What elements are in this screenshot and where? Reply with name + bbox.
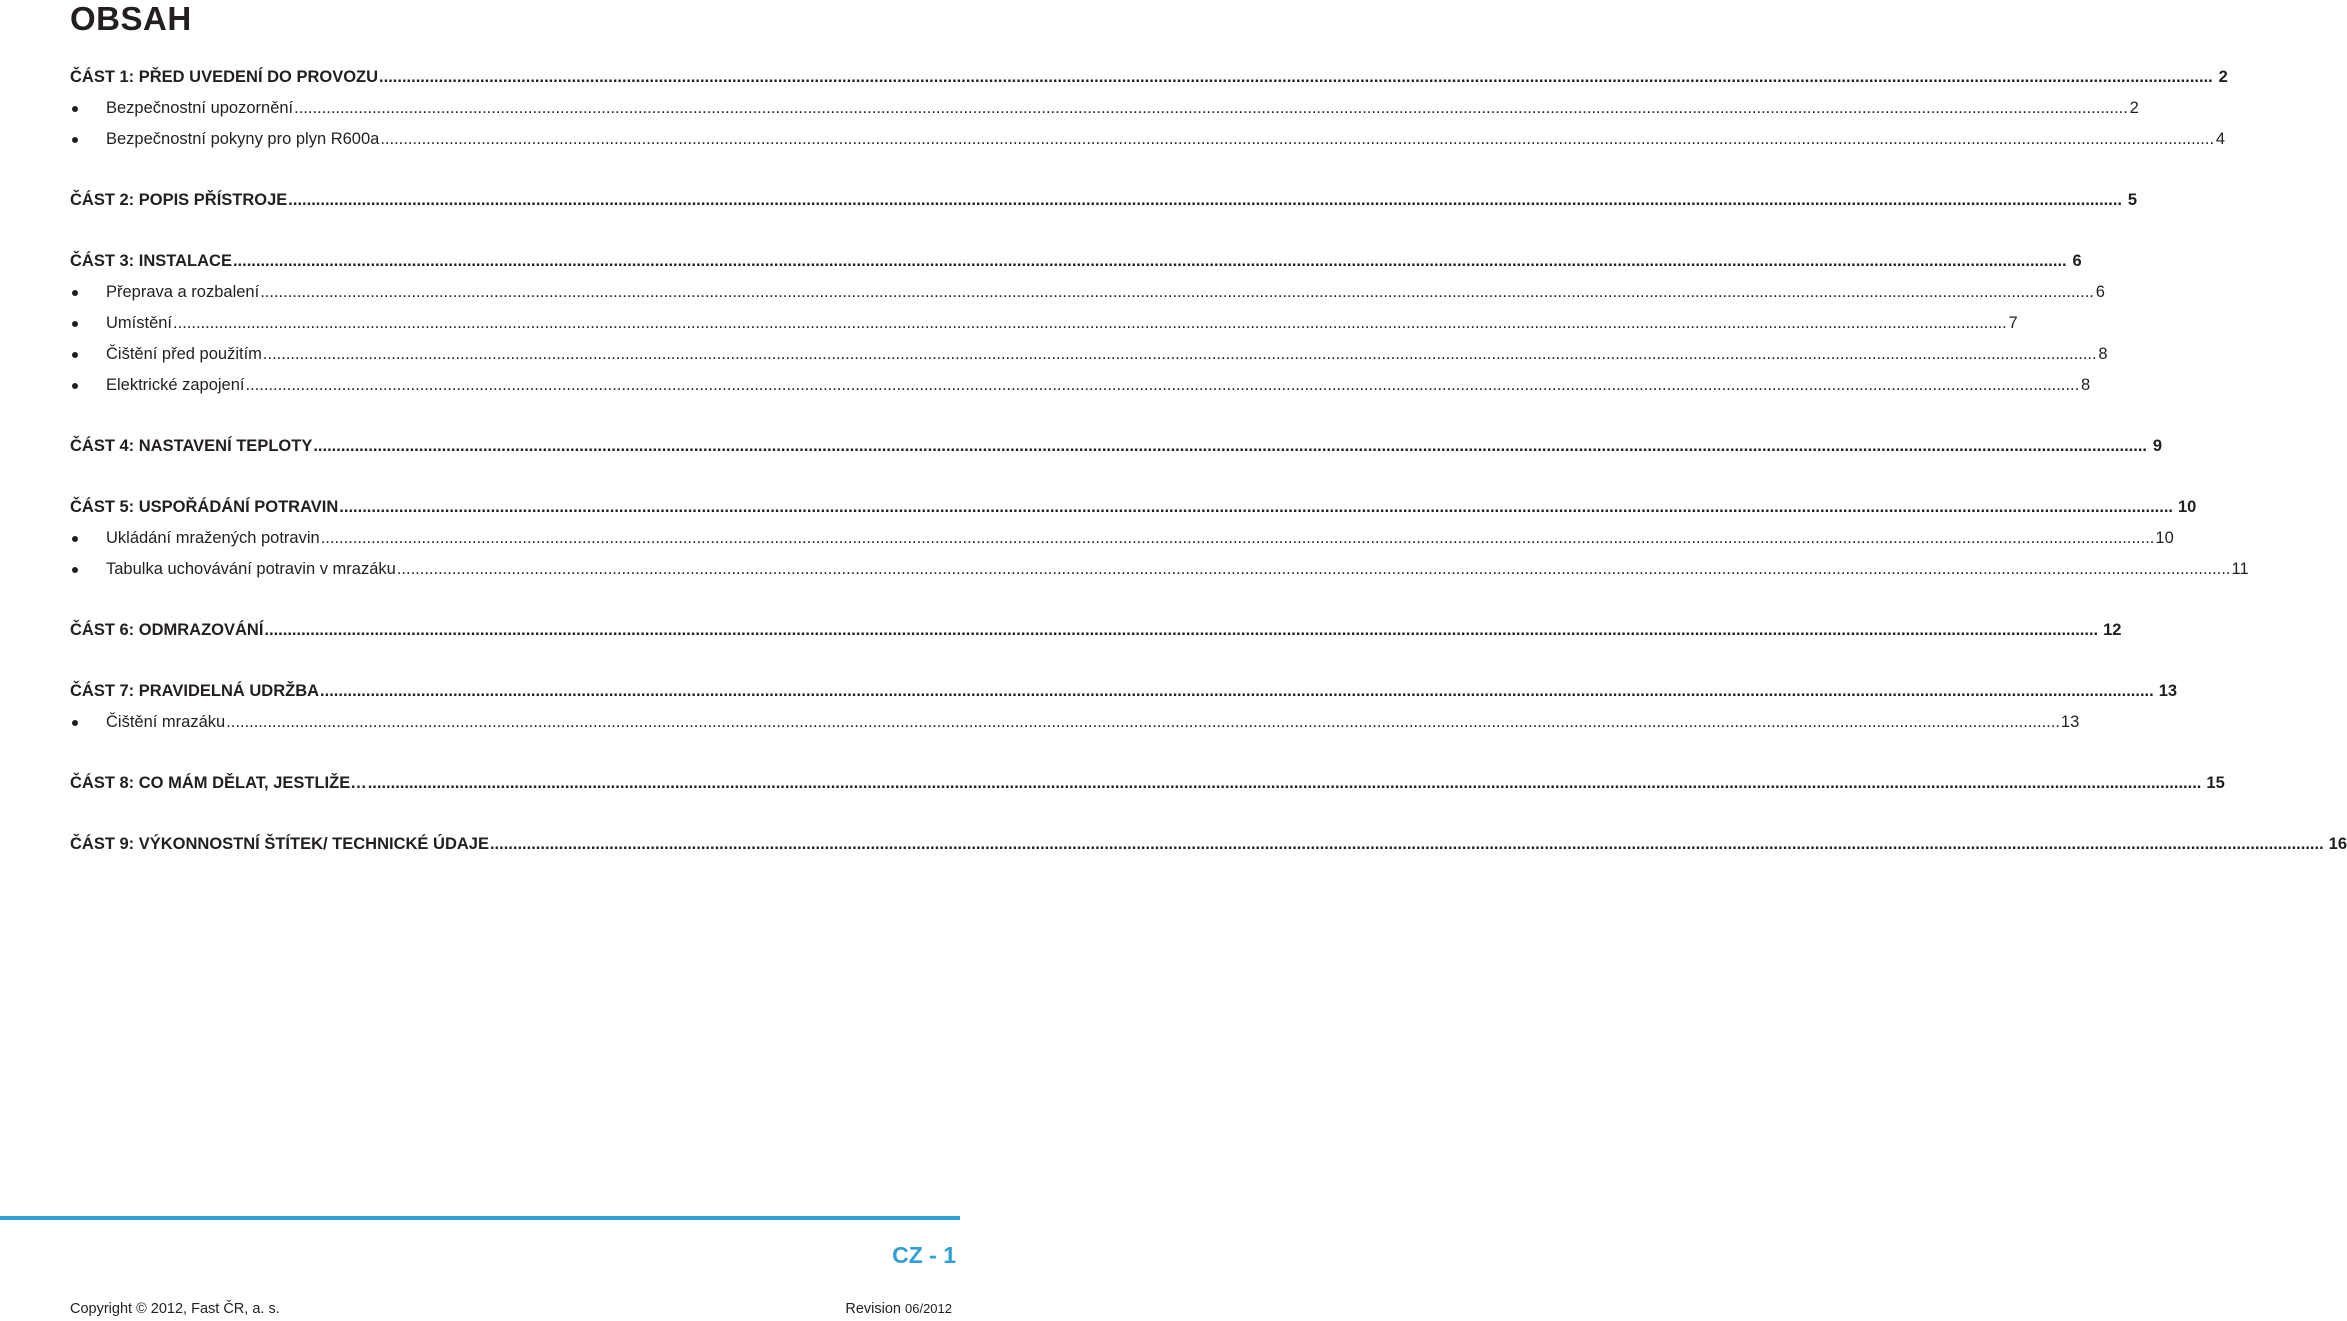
toc-page-number: 12: [2103, 621, 2122, 639]
toc-page-number: 11: [2231, 560, 2249, 578]
toc-label: ČÁST 3: INSTALACE: [70, 252, 232, 270]
toc-item[interactable]: [70, 124, 2226, 155]
bullet-icon: [72, 321, 78, 327]
toc-section[interactable]: [70, 431, 2163, 462]
dot-leader: ................................................................................................................................................................................................................................................................................................................................................................................................................: [260, 283, 2094, 301]
dot-leader: ................................................................................................................................................................................................................................................................................................................................................................................................................: [294, 99, 2128, 117]
toc-label: ČÁST 4: NASTAVENÍ TEPLOTY: [70, 437, 313, 455]
toc-page-number: 5: [2127, 191, 2137, 209]
toc-item[interactable]: [70, 554, 2249, 585]
dot-leader: ................................................................................................................................................................................................................................................................................................................................................................................................................: [245, 376, 2080, 394]
page-title: OBSAH: [70, 0, 192, 37]
toc-page-number: 6: [2095, 283, 2105, 301]
dot-leader: ................................................................................................................................................................................................................................................................................................................................................................................................................: [380, 130, 2215, 148]
toc-page-number: 2: [2129, 99, 2139, 117]
toc-label: ČÁST 7: PRAVIDELNÁ UDRŽBA: [70, 682, 320, 700]
bullet-icon: [72, 290, 78, 296]
toc-page-number: 4: [2215, 130, 2226, 148]
dot-leader: ................................................................................................................................................................................................................................................................................................................................................................................................................: [262, 345, 2097, 363]
toc-label: Bezpečnostní pokyny pro plyn R600a: [106, 130, 380, 148]
toc-label: Čištění před použitím: [106, 345, 262, 363]
bullet-icon: [72, 383, 78, 389]
toc-label: Elektrické zapojení: [106, 376, 245, 394]
toc-page-number: 6: [2072, 252, 2082, 270]
revision-info: [845, 1301, 952, 1317]
toc-item[interactable]: [70, 707, 2080, 738]
toc-label: Přeprava a rozbalení: [106, 283, 260, 301]
page-number: CZ - 1: [892, 1242, 956, 1268]
footer-divider: [0, 1216, 960, 1220]
table-of-contents: [70, 62, 2347, 860]
toc-page-number: 7: [2008, 314, 2018, 332]
toc-item[interactable]: [70, 339, 2108, 370]
toc-label: Čištění mrazáku: [106, 713, 226, 731]
toc-label: ČÁST 6: ODMRAZOVÁNÍ: [70, 621, 264, 639]
bullet-icon: [72, 137, 78, 143]
toc-section[interactable]: [70, 768, 2225, 799]
dot-leader: ................................................................................................................................................................................................................................................................................................................................................................................................................: [173, 314, 2007, 332]
bullet-icon: [72, 106, 78, 112]
toc-page-number: 8: [2098, 345, 2108, 363]
dot-leader: ................................................................................................................................................................................................................................................................................................................................................................................................................: [232, 252, 2067, 270]
toc-page-number: 10: [2178, 498, 2197, 516]
toc-page-number: 2: [2218, 68, 2228, 86]
revision-label: Revision: [845, 1301, 901, 1317]
toc-section[interactable]: [70, 62, 2228, 93]
bullet-icon: [72, 352, 78, 358]
dot-leader: ................................................................................................................................................................................................................................................................................................................................................................................................................: [489, 835, 2324, 853]
toc-label: ČÁST 9: VÝKONNOSTNÍ ŠTÍTEK/ TECHNICKÉ ÚDAJE: [70, 835, 489, 853]
toc-section[interactable]: [70, 615, 2122, 646]
dot-leader: ................................................................................................................................................................................................................................................................................................................................................................................................................: [288, 191, 2122, 209]
dot-leader: ................................................................................................................................................................................................................................................................................................................................................................................................................: [264, 621, 2099, 639]
toc-label: Bezpečnostní upozornění: [106, 99, 294, 117]
revision-date: 06/2012: [905, 1301, 952, 1316]
toc-item[interactable]: [70, 308, 2018, 339]
toc-page-number: 10: [2155, 529, 2174, 547]
toc-label: ČÁST 8: CO MÁM DĚLAT, JESTLIŽE…: [70, 774, 367, 792]
toc-item[interactable]: [70, 93, 2139, 124]
toc-page-number: 13: [2060, 713, 2080, 731]
toc-section[interactable]: [70, 185, 2137, 216]
bullet-icon: [72, 567, 78, 573]
copyright-text: Copyright © 2012, Fast ČR, a. s.: [70, 1301, 280, 1317]
toc-section[interactable]: [70, 246, 2082, 277]
dot-leader: ................................................................................................................................................................................................................................................................................................................................................................................................................: [379, 68, 2213, 86]
toc-label: Umístění: [106, 314, 173, 332]
toc-page-number: 15: [2206, 774, 2225, 792]
dot-leader: ................................................................................................................................................................................................................................................................................................................................................................................................................: [313, 437, 2148, 455]
toc-label: ČÁST 2: POPIS PŘÍSTROJE: [70, 191, 288, 209]
toc-page-number: 9: [2152, 437, 2163, 455]
bullet-icon: [72, 720, 78, 726]
dot-leader: ................................................................................................................................................................................................................................................................................................................................................................................................................: [339, 498, 2173, 516]
bullet-icon: [72, 536, 78, 542]
toc-label: Tabulka uchovávání potravin v mrazáku: [106, 560, 396, 578]
dot-leader: ................................................................................................................................................................................................................................................................................................................................................................................................................: [396, 560, 2231, 578]
toc-section[interactable]: [70, 676, 2178, 707]
toc-page-number: 16: [2328, 835, 2347, 853]
toc-label: ČÁST 5: USPOŘÁDÁNÍ POTRAVIN: [70, 498, 339, 516]
dot-leader: ................................................................................................................................................................................................................................................................................................................................................................................................................: [320, 682, 2154, 700]
dot-leader: ................................................................................................................................................................................................................................................................................................................................................................................................................: [367, 774, 2202, 792]
toc-section[interactable]: [70, 829, 2347, 860]
dot-leader: ................................................................................................................................................................................................................................................................................................................................................................................................................: [226, 713, 2060, 731]
toc-label: ČÁST 1: PŘED UVEDENÍ DO PROVOZU: [70, 68, 379, 86]
dot-leader: ................................................................................................................................................................................................................................................................................................................................................................................................................: [320, 529, 2155, 547]
toc-item[interactable]: [70, 523, 2174, 554]
toc-page-number: 13: [2158, 682, 2178, 700]
toc-page-number: 8: [2081, 376, 2091, 394]
toc-section[interactable]: [70, 492, 2197, 523]
toc-label: Ukládání mražených potravin: [106, 529, 320, 547]
toc-item[interactable]: [70, 277, 2105, 308]
toc-item[interactable]: [70, 370, 2091, 401]
